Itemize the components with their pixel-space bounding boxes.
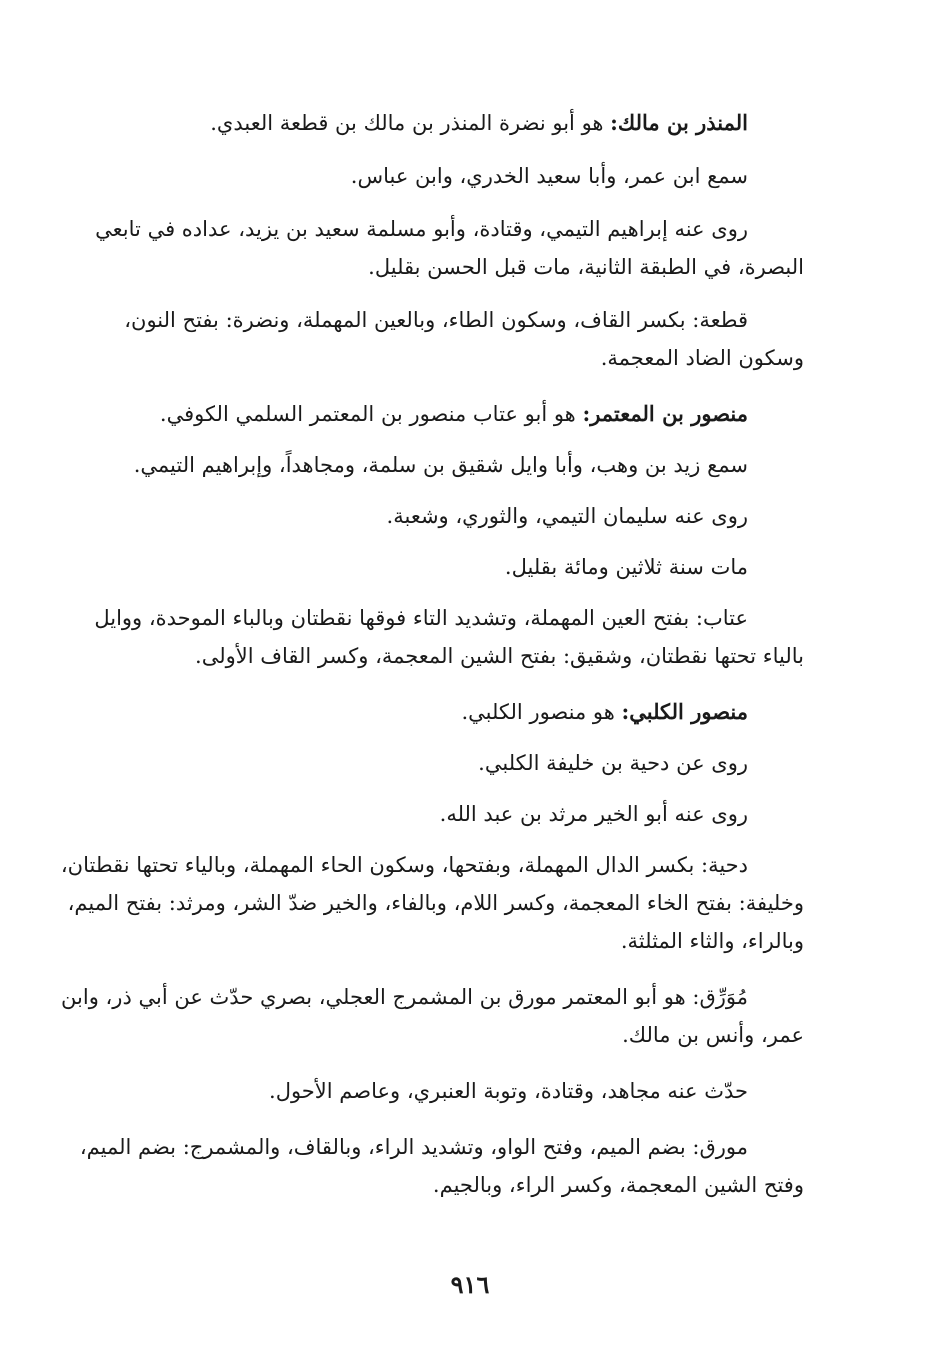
entry-text: قطعة: بكسر القاف، وسكون الطاء، وبالعين المهملة، ونضرة: بفتح النون، وسكون الضاد المعجمة. bbox=[124, 308, 804, 370]
entry-heading-paragraph bbox=[52, 693, 804, 731]
entry-note-paragraph bbox=[52, 301, 804, 377]
entry-headword: المنذر بن مالك: bbox=[610, 110, 748, 135]
entry-paragraph bbox=[52, 744, 804, 782]
entry-text: سمع ابن عمر، وأبا سعيد الخدري، وابن عباس. bbox=[350, 164, 748, 188]
entry-headword: منصور الكلبي: bbox=[621, 699, 748, 724]
entry-paragraph bbox=[52, 548, 804, 586]
entry-paragraph bbox=[52, 497, 804, 535]
entry-text: سمع زيد بن وهب، وأبا وايل شقيق بن سلمة، ومجاهداً، وإبراهيم التيمي. bbox=[133, 453, 748, 477]
page-number: ٩١٦ bbox=[450, 1270, 490, 1299]
entry-text: عتاب: بفتح العين المهملة، وتشديد التاء فوقها نقطتان وبالباء الموحدة، ووايل بالياء تحتها نقطتان، وشقيق: بفتح الشين المعجمة، وكسر القاف الأولى. bbox=[94, 606, 804, 668]
entry-paragraph bbox=[52, 446, 804, 484]
entry-text: مات سنة ثلاثين ومائة بقليل. bbox=[504, 555, 748, 579]
entry-text: هو أبو عتاب منصور بن المعتمر السلمي الكوفي. bbox=[159, 402, 583, 426]
entry-heading-paragraph bbox=[52, 978, 804, 1054]
entry-note-paragraph bbox=[52, 846, 804, 960]
page-body bbox=[52, 104, 804, 1219]
entry-text: روى عنه إبراهيم التيمي، وقتادة، وأبو مسلمة سعيد بن يزيد، عداده في تابعي البصرة، في الطبقة الثانية، مات قبل الحسن بقليل. bbox=[95, 217, 804, 279]
entry-text: روى عن دحية بن خليفة الكلبي. bbox=[478, 751, 748, 775]
entry-text: روى عنه سليمان التيمي، والثوري، وشعبة. bbox=[386, 504, 748, 528]
entry-text: هو منصور الكلبي. bbox=[461, 700, 622, 724]
entry-paragraph bbox=[52, 795, 804, 833]
entry-note-paragraph bbox=[52, 599, 804, 675]
entry-text: حدّث عنه مجاهد، وقتادة، وتوبة العنبري، وعاصم الأحول. bbox=[269, 1079, 748, 1103]
entry-text: دحية: بكسر الدال المهملة، وبفتحها، وسكون الحاء المهملة، وبالياء تحتها نقطتان، وخليفة: بفتح الخاء المعجمة، وكسر اللام، وبالفاء، والخير ضدّ الشر، ومرثد: بفتح الميم، وبالراء، والثاء المثلثة. bbox=[60, 853, 804, 953]
entry-paragraph bbox=[52, 157, 804, 195]
entry-text: مُوَرِّق: هو أبو المعتمر مورق بن المشمرج العجلي، بصري حدّث عن أبي ذر، وابن عمر، وأنس بن مالك. bbox=[61, 985, 804, 1047]
entry-paragraph bbox=[52, 210, 804, 286]
entry-note-paragraph bbox=[52, 1128, 804, 1204]
entry-heading-paragraph bbox=[52, 104, 804, 142]
entry-heading-paragraph bbox=[52, 395, 804, 433]
entry-text: روى عنه أبو الخير مرثد بن عبد الله. bbox=[439, 802, 748, 826]
entry-headword: منصور بن المعتمر: bbox=[582, 401, 748, 426]
entry-text: هو أبو نضرة المنذر بن مالك بن قطعة العبدي. bbox=[210, 111, 611, 135]
entry-paragraph bbox=[52, 1072, 804, 1110]
entry-text: مورق: بضم الميم، وفتح الواو، وتشديد الراء، وبالقاف، والمشمرج: بضم الميم، وفتح الشين المعجمة، وكسر الراء، وبالجيم. bbox=[79, 1135, 804, 1197]
